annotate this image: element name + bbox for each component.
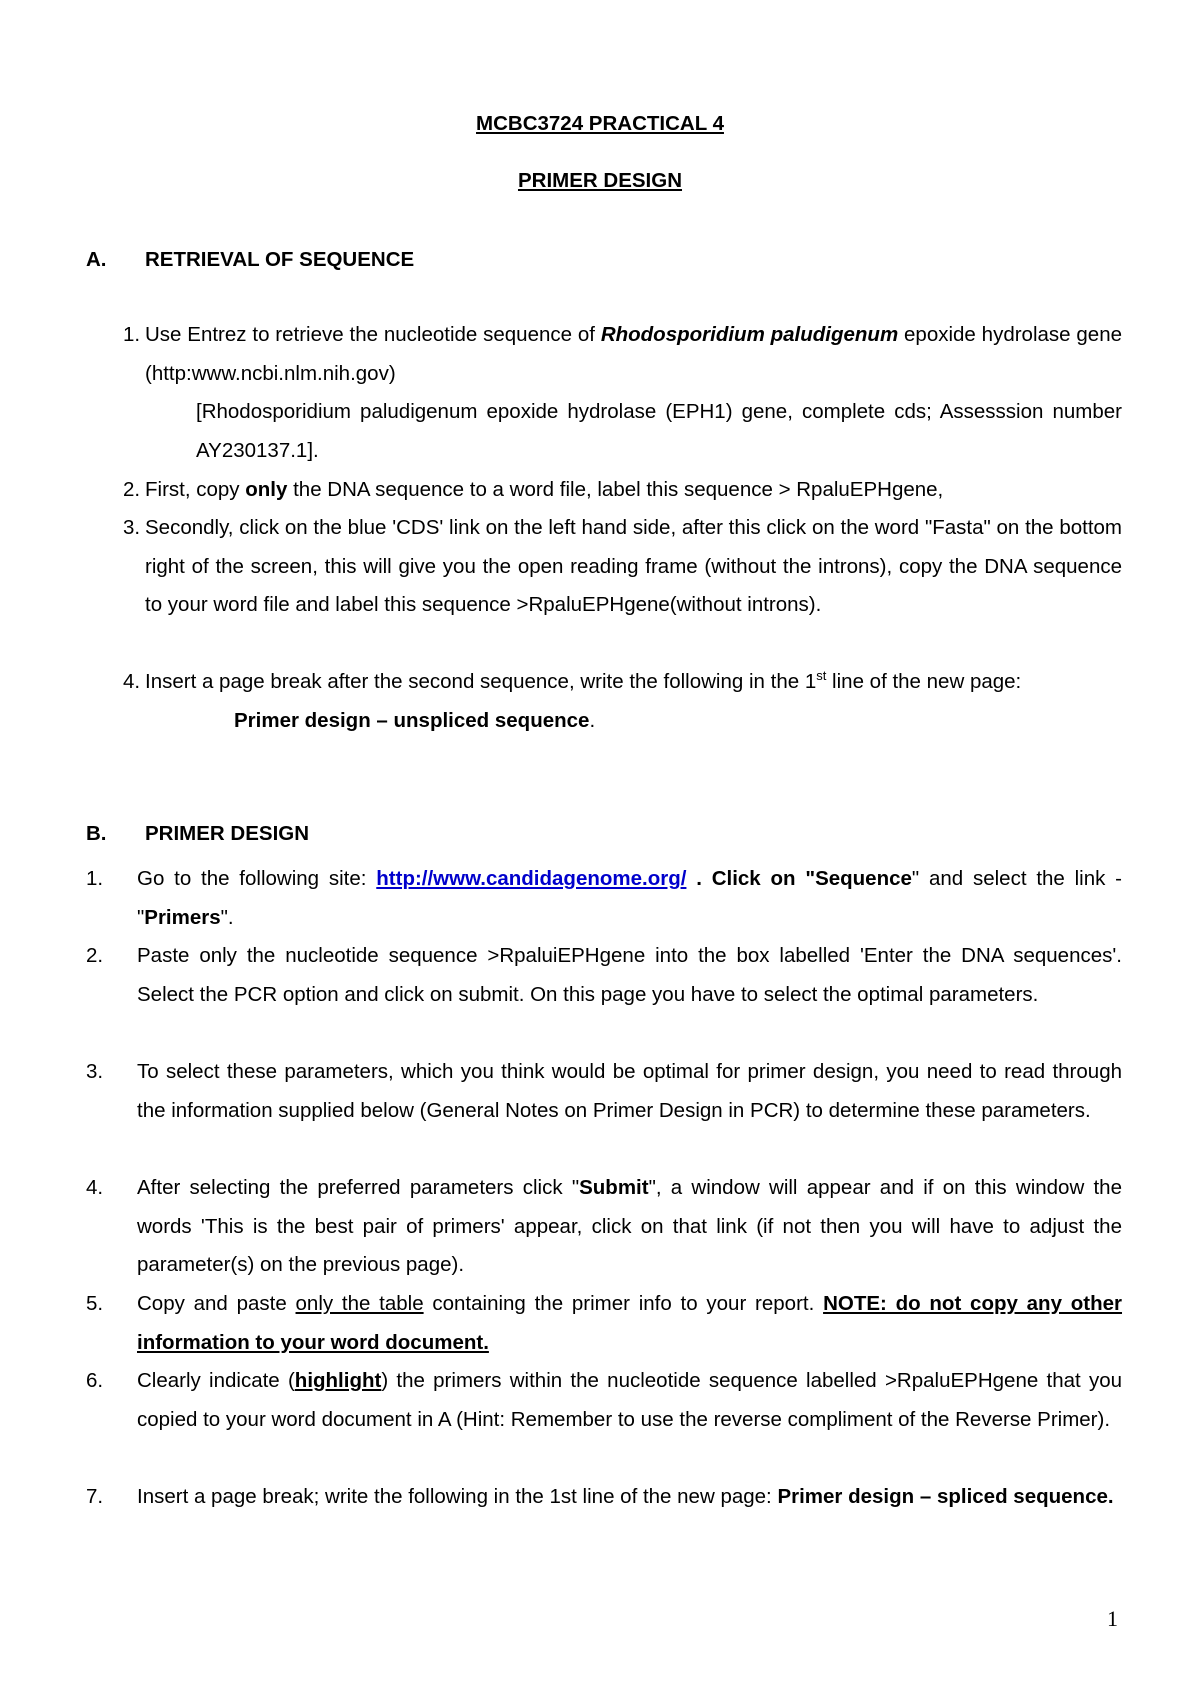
b-item6-highlight: highlight	[294, 1369, 382, 1392]
page-number: 1	[1107, 1606, 1118, 1631]
b-item2-text: Paste only the nucleotide sequence >RpaluiEPHgene into the box labelled 'Enter the DNA sequences'. Select the PCR option and click on submit. On this page you have to select the optimal parameters.	[137, 944, 1122, 1006]
a-item4-sup: st	[816, 668, 827, 684]
a-item4-end: .	[589, 709, 596, 732]
b-item3-text: To select these parameters, which you think would be optimal for primer design, you need to read through the information supplied below (General Notes on Primer Design in PCR) to determine these parameters.	[137, 1060, 1122, 1122]
b-item1-a: Go to the following site:	[137, 867, 377, 890]
a-item4-emphasis	[234, 708, 595, 734]
a-item1-pre: Use Entrez to retrieve the nucleotide sequence of	[145, 323, 601, 346]
candidagenome-link[interactable]: http://www.candidagenome.org/	[376, 867, 687, 890]
a-item4-pre: Insert a page break after the second sequence, write the following in the 1	[145, 670, 817, 693]
course-title: MCBC3724 PRACTICAL 4	[476, 112, 724, 135]
b-item1-b: . Click on "	[686, 867, 816, 890]
a-item1-text	[145, 316, 1122, 393]
b-item3-number: 3.	[86, 1060, 104, 1083]
a-item4-post: line of the new page:	[826, 670, 1022, 693]
section-b-letter: B.	[86, 822, 107, 845]
b-item6-text	[137, 1362, 1122, 1439]
a-item1-number: 1.	[123, 323, 141, 346]
b-item7-text	[137, 1478, 1122, 1517]
section-a-heading: RETRIEVAL OF SEQUENCE	[145, 248, 415, 271]
b-item5-c: containing the primer info to your report.	[423, 1292, 824, 1315]
b-item5-note: NOTE: do not copy any other information to your word document.	[137, 1292, 1123, 1354]
section-b-heading: PRIMER DESIGN	[145, 822, 310, 845]
a-item2-number: 2.	[123, 478, 141, 501]
b-item4-c: ", a window will appear and if on this window the words 'This is the best pair of primers' appear, click on that link (if not then you will have to adjust the parameter(s) on the previous page).	[137, 1176, 1122, 1276]
a-item3-number: 3.	[123, 516, 141, 539]
b-item6-a: Clearly indicate (	[137, 1369, 295, 1392]
b-item4-text	[137, 1169, 1122, 1285]
a-item4-text	[145, 669, 1021, 695]
a-item1-post: epoxide hydrolase gene (http:www.ncbi.nlm.nih.gov)	[145, 323, 1122, 385]
b-item5-text	[137, 1285, 1122, 1362]
b-item4-number: 4.	[86, 1176, 104, 1199]
organism-name: Rhodosporidium paludigenum	[600, 323, 899, 346]
b-item6-c: ) the primers within the nucleotide sequence labelled >RpaluEPHgene that you copied to your word document in A (Hint: Remember to use the reverse compliment of the Reverse Primer).	[137, 1369, 1122, 1431]
page-title: PRIMER DESIGN	[517, 169, 683, 192]
b-item1-number: 1.	[86, 867, 104, 890]
a-item2-pre: First, copy	[145, 478, 246, 501]
b-item1-f: ".	[220, 905, 234, 929]
b-item5-number: 5.	[86, 1292, 104, 1315]
section-a-letter: A.	[86, 248, 107, 271]
a-item1-accession: [Rhodosporidium paludigenum epoxide hydrolase (EPH1) gene, complete cds; Assesssion number AY230137.1].	[196, 400, 1122, 462]
unspliced-heading: Primer design – unspliced sequence	[234, 709, 590, 732]
a-item2-text	[145, 477, 943, 503]
a-item3-text: Secondly, click on the blue 'CDS' link on the left hand side, after this click on the word "Fasta" on the bottom right of the screen, this will give you the open reading frame (without the introns), copy the DNA sequence to your word file and label this sequence >RpaluEPHgene(without introns).	[145, 516, 1122, 616]
b-item1-primers: Primers	[144, 905, 221, 929]
b-item1-text	[137, 860, 1122, 937]
a-item2-bold: only	[245, 478, 288, 501]
spliced-heading: Primer design – spliced sequence.	[777, 1485, 1114, 1508]
b-item7-number: 7.	[86, 1485, 104, 1508]
a-item4-number: 4.	[123, 670, 141, 693]
b-item1-d: " and select the link - "	[137, 867, 1122, 929]
b-item1-sequence: Sequence	[815, 867, 912, 890]
a-item2-post: the DNA sequence to a word file, label this sequence > RpaluEPHgene,	[287, 478, 944, 501]
b-item6-number: 6.	[86, 1369, 104, 1392]
b-item4-submit: Submit	[579, 1176, 649, 1199]
b-item5-only-table: only the table	[295, 1292, 424, 1315]
b-item2-number: 2.	[86, 944, 104, 967]
b-item4-a: After selecting the preferred parameters click "	[137, 1176, 580, 1199]
b-item5-a: Copy and paste	[137, 1292, 296, 1315]
b-item7-a: Insert a page break; write the following in the 1st line of the new page:	[137, 1485, 778, 1508]
